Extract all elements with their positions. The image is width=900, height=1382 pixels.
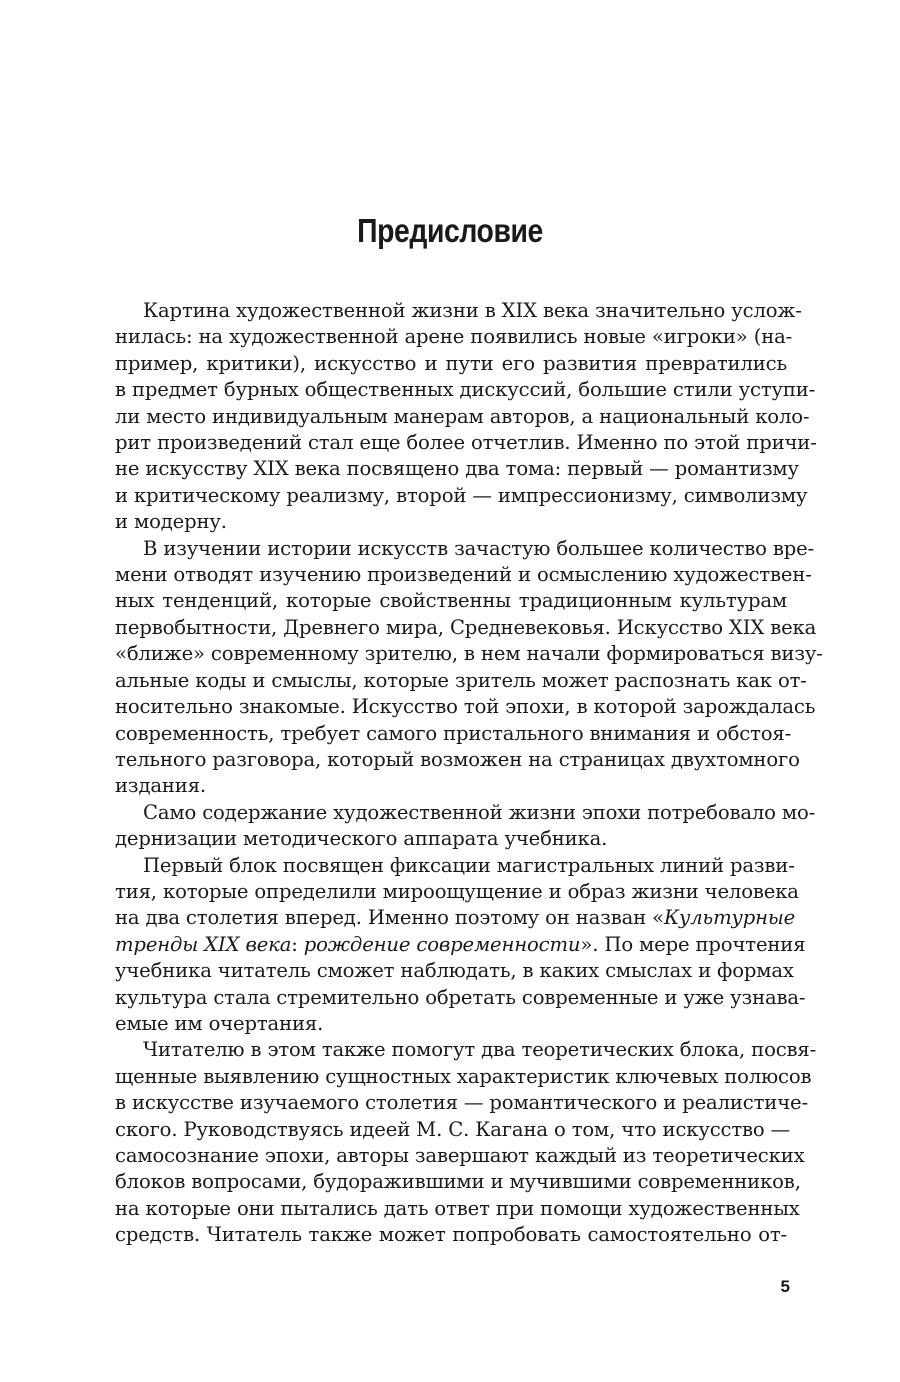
text-line: Первый блок посвящен фиксации магистральных линий разви-: [143, 853, 795, 877]
text-line: культура стала стремительно обретать современные и уже узнава-: [115, 985, 806, 1009]
text-line: нилась: на художественной арене появились новые «игроки» (на-: [115, 325, 793, 349]
text-segment: :: [291, 932, 304, 956]
text-line: ли место индивидуальным манерам авторов, а национальный коло-: [115, 404, 810, 428]
page-title: Предисловие: [357, 212, 543, 249]
text-segment: на два столетия вперед. Именно поэтому он назван «: [115, 906, 664, 930]
text-line: современность, требует самого пристального внимания и обстоя-: [115, 721, 792, 745]
paragraph-3: [115, 800, 816, 853]
italic-segment: рождение современности: [303, 932, 581, 956]
text-line: дернизации методического аппарата учебника.: [115, 827, 608, 851]
text-line: Читателю в этом также помогут два теоретических блока, посвя-: [143, 1038, 817, 1062]
paragraph-1: [115, 298, 817, 536]
text-line: Картина художественной жизни в XIX века значительно услож-: [143, 299, 802, 322]
text-line: не искусству XIX века посвящено два тома: первый — романтизму: [115, 457, 799, 481]
paragraph-4: [115, 853, 806, 1038]
text-line: В изучении истории искусств зачастую большее количество вре-: [143, 536, 815, 560]
text-line: рит произведений стал еще более отчетлив. Именно по этой причи-: [115, 431, 817, 455]
text-line: в предмет бурных общественных дискуссий, большие стили уступи-: [115, 378, 816, 402]
text-line: «ближе» современному зрителю, в нем начали формироваться визу-: [115, 642, 823, 666]
text-line: тия, которые определили мироощущение и образ жизни человека: [115, 879, 799, 903]
text-line: носительно знакомые. Искусство той эпохи, в которой зарождалась: [115, 695, 816, 719]
text-line: мени отводят изучению произведений и осмыслению художествен-: [115, 563, 812, 587]
text-line: Само содержание художественной жизни эпохи потребовало мо-: [143, 800, 816, 824]
text-line: и модерну.: [115, 510, 227, 534]
text-line: ского. Руководствуясь идеей М. С. Кагана о том, что искусство —: [115, 1117, 791, 1141]
text-line: емые им очертания.: [115, 1011, 324, 1035]
page-number: 5: [780, 1277, 790, 1296]
text-line: в искусстве изучаемого столетия — романтического и реалистиче-: [115, 1091, 808, 1115]
italic-segment: тренды XIX века: [115, 932, 292, 956]
italic-segment: Культурные: [664, 906, 796, 930]
paragraph-5: [115, 1037, 817, 1248]
text-line: ных тенденций, которые свойственны традиционным культурам: [115, 589, 787, 613]
text-line: и критическому реализму, второй — импрессионизму, символизму: [115, 483, 808, 507]
text-line: блоков вопросами, будоражившими и мучившими современников,: [115, 1170, 801, 1194]
paragraph-2: [115, 536, 823, 800]
text-line: на которые они пытались дать ответ при помощи художественных: [115, 1196, 800, 1220]
body-text: [115, 298, 823, 1249]
text-line: самосознание эпохи, авторы завершают каждый из теоретических: [115, 1144, 805, 1167]
text-line-with-italic: [115, 932, 806, 958]
text-segment: ». По мере прочтения: [580, 932, 806, 956]
text-line: альные коды и смыслы, которые зритель может распознать как от-: [115, 668, 807, 692]
text-line: пример, критики), искусство и пути его развития превратились: [115, 351, 787, 375]
text-line: учебника читатель сможет наблюдать, в каких смыслах и формах: [115, 959, 794, 983]
text-line: издания.: [115, 774, 206, 798]
text-line: средств. Читатель также может попробовать самостоятельно от-: [115, 1223, 787, 1247]
text-line: щенные выявлению сущностных характеристик ключевых полюсов: [115, 1064, 812, 1088]
text-line: тельного разговора, который возможен на страницах двухтомного: [115, 747, 800, 771]
text-line-with-italic: [115, 905, 796, 931]
text-line: первобытности, Древнего мира, Средневековья. Искусство XIX века: [115, 615, 817, 639]
